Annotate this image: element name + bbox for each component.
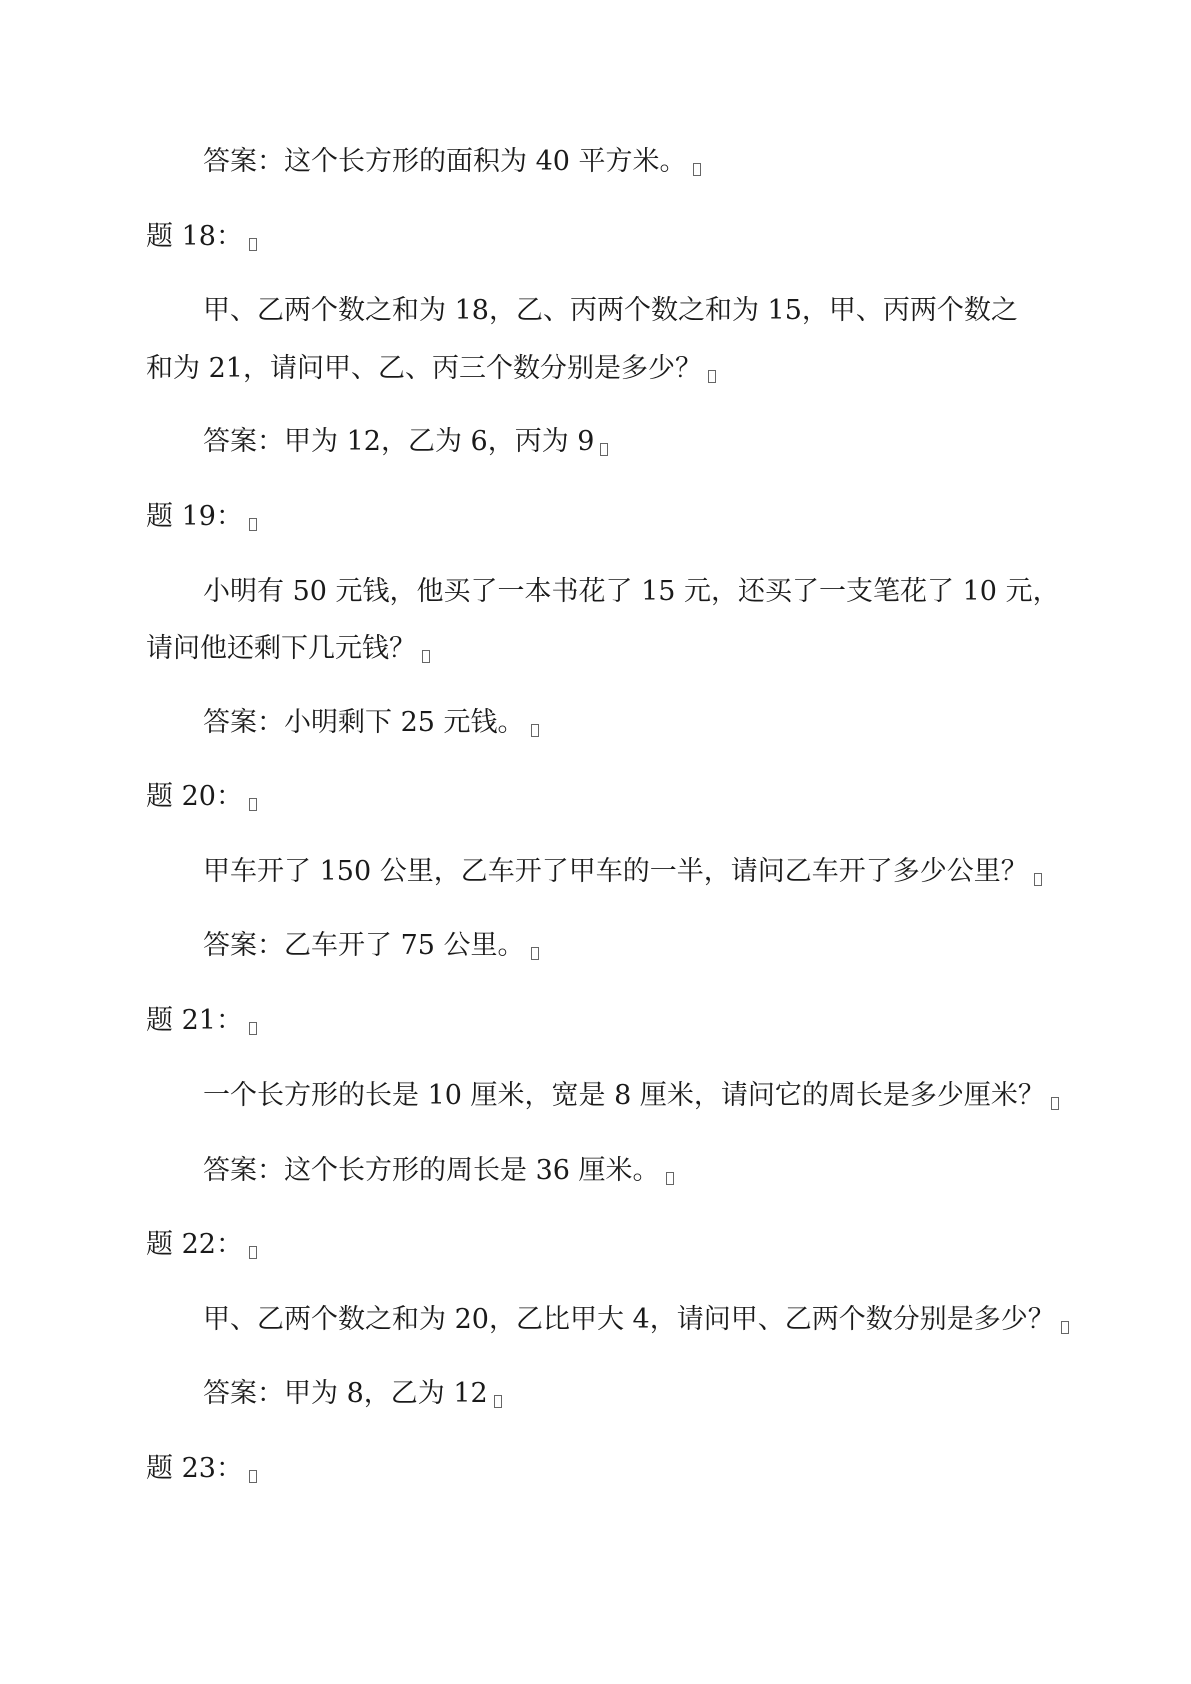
question-19-heading: 题 19：	[146, 503, 257, 531]
question-23-heading: 题 23：	[146, 1455, 257, 1483]
paragraph-mark-icon	[693, 163, 701, 176]
question-19-text-line-1: 小明有 50 元钱，他买了一本书花了 15 元，还买了一支笔花了 10 元，	[203, 576, 1060, 607]
question-20-text: 甲车开了 150 公里，乙车开了甲车的一半，请问乙车开了多少公里？	[203, 858, 1042, 886]
paragraph-mark-icon	[249, 1022, 257, 1035]
paragraph-mark-icon	[531, 724, 539, 737]
question-19-text-line-2: 请问他还剩下几元钱？	[146, 635, 430, 663]
paragraph-mark-icon	[249, 798, 257, 811]
question-18-text-line-1: 甲、乙两个数之和为 18，乙、丙两个数之和为 15，甲、丙两个数之	[203, 295, 1018, 326]
answer-17: 答案：这个长方形的面积为 40 平方米。	[203, 148, 701, 176]
paragraph-mark-icon	[600, 443, 608, 456]
answer-18: 答案：甲为 12，乙为 6，丙为 9	[203, 428, 608, 456]
answer-21: 答案：这个长方形的周长是 36 厘米。	[203, 1157, 674, 1185]
answer-19: 答案：小明剩下 25 元钱。	[203, 709, 539, 737]
question-22-text: 甲、乙两个数之和为 20，乙比甲大 4，请问甲、乙两个数分别是多少？	[203, 1306, 1069, 1334]
answer-22: 答案：甲为 8，乙为 12	[203, 1380, 502, 1408]
paragraph-mark-icon	[531, 947, 539, 960]
question-22-heading: 题 22：	[146, 1231, 257, 1259]
question-18-text-line-2: 和为 21，请问甲、乙、丙三个数分别是多少？	[146, 355, 716, 383]
question-21-text: 一个长方形的长是 10 厘米，宽是 8 厘米，请问它的周长是多少厘米？	[203, 1082, 1059, 1110]
paragraph-mark-icon	[1051, 1097, 1059, 1110]
question-20-heading: 题 20：	[146, 783, 257, 811]
paragraph-mark-icon	[249, 518, 257, 531]
paragraph-mark-icon	[249, 1470, 257, 1483]
paragraph-mark-icon	[1034, 873, 1042, 886]
paragraph-mark-icon	[249, 238, 257, 251]
paragraph-mark-icon	[666, 1172, 674, 1185]
paragraph-mark-icon	[249, 1246, 257, 1259]
question-18-heading: 题 18：	[146, 223, 257, 251]
paragraph-mark-icon	[708, 370, 716, 383]
paragraph-mark-icon	[422, 650, 430, 663]
question-21-heading: 题 21：	[146, 1007, 257, 1035]
paragraph-mark-icon	[494, 1395, 502, 1408]
paragraph-mark-icon	[1061, 1321, 1069, 1334]
answer-20: 答案：乙车开了 75 公里。	[203, 932, 539, 960]
